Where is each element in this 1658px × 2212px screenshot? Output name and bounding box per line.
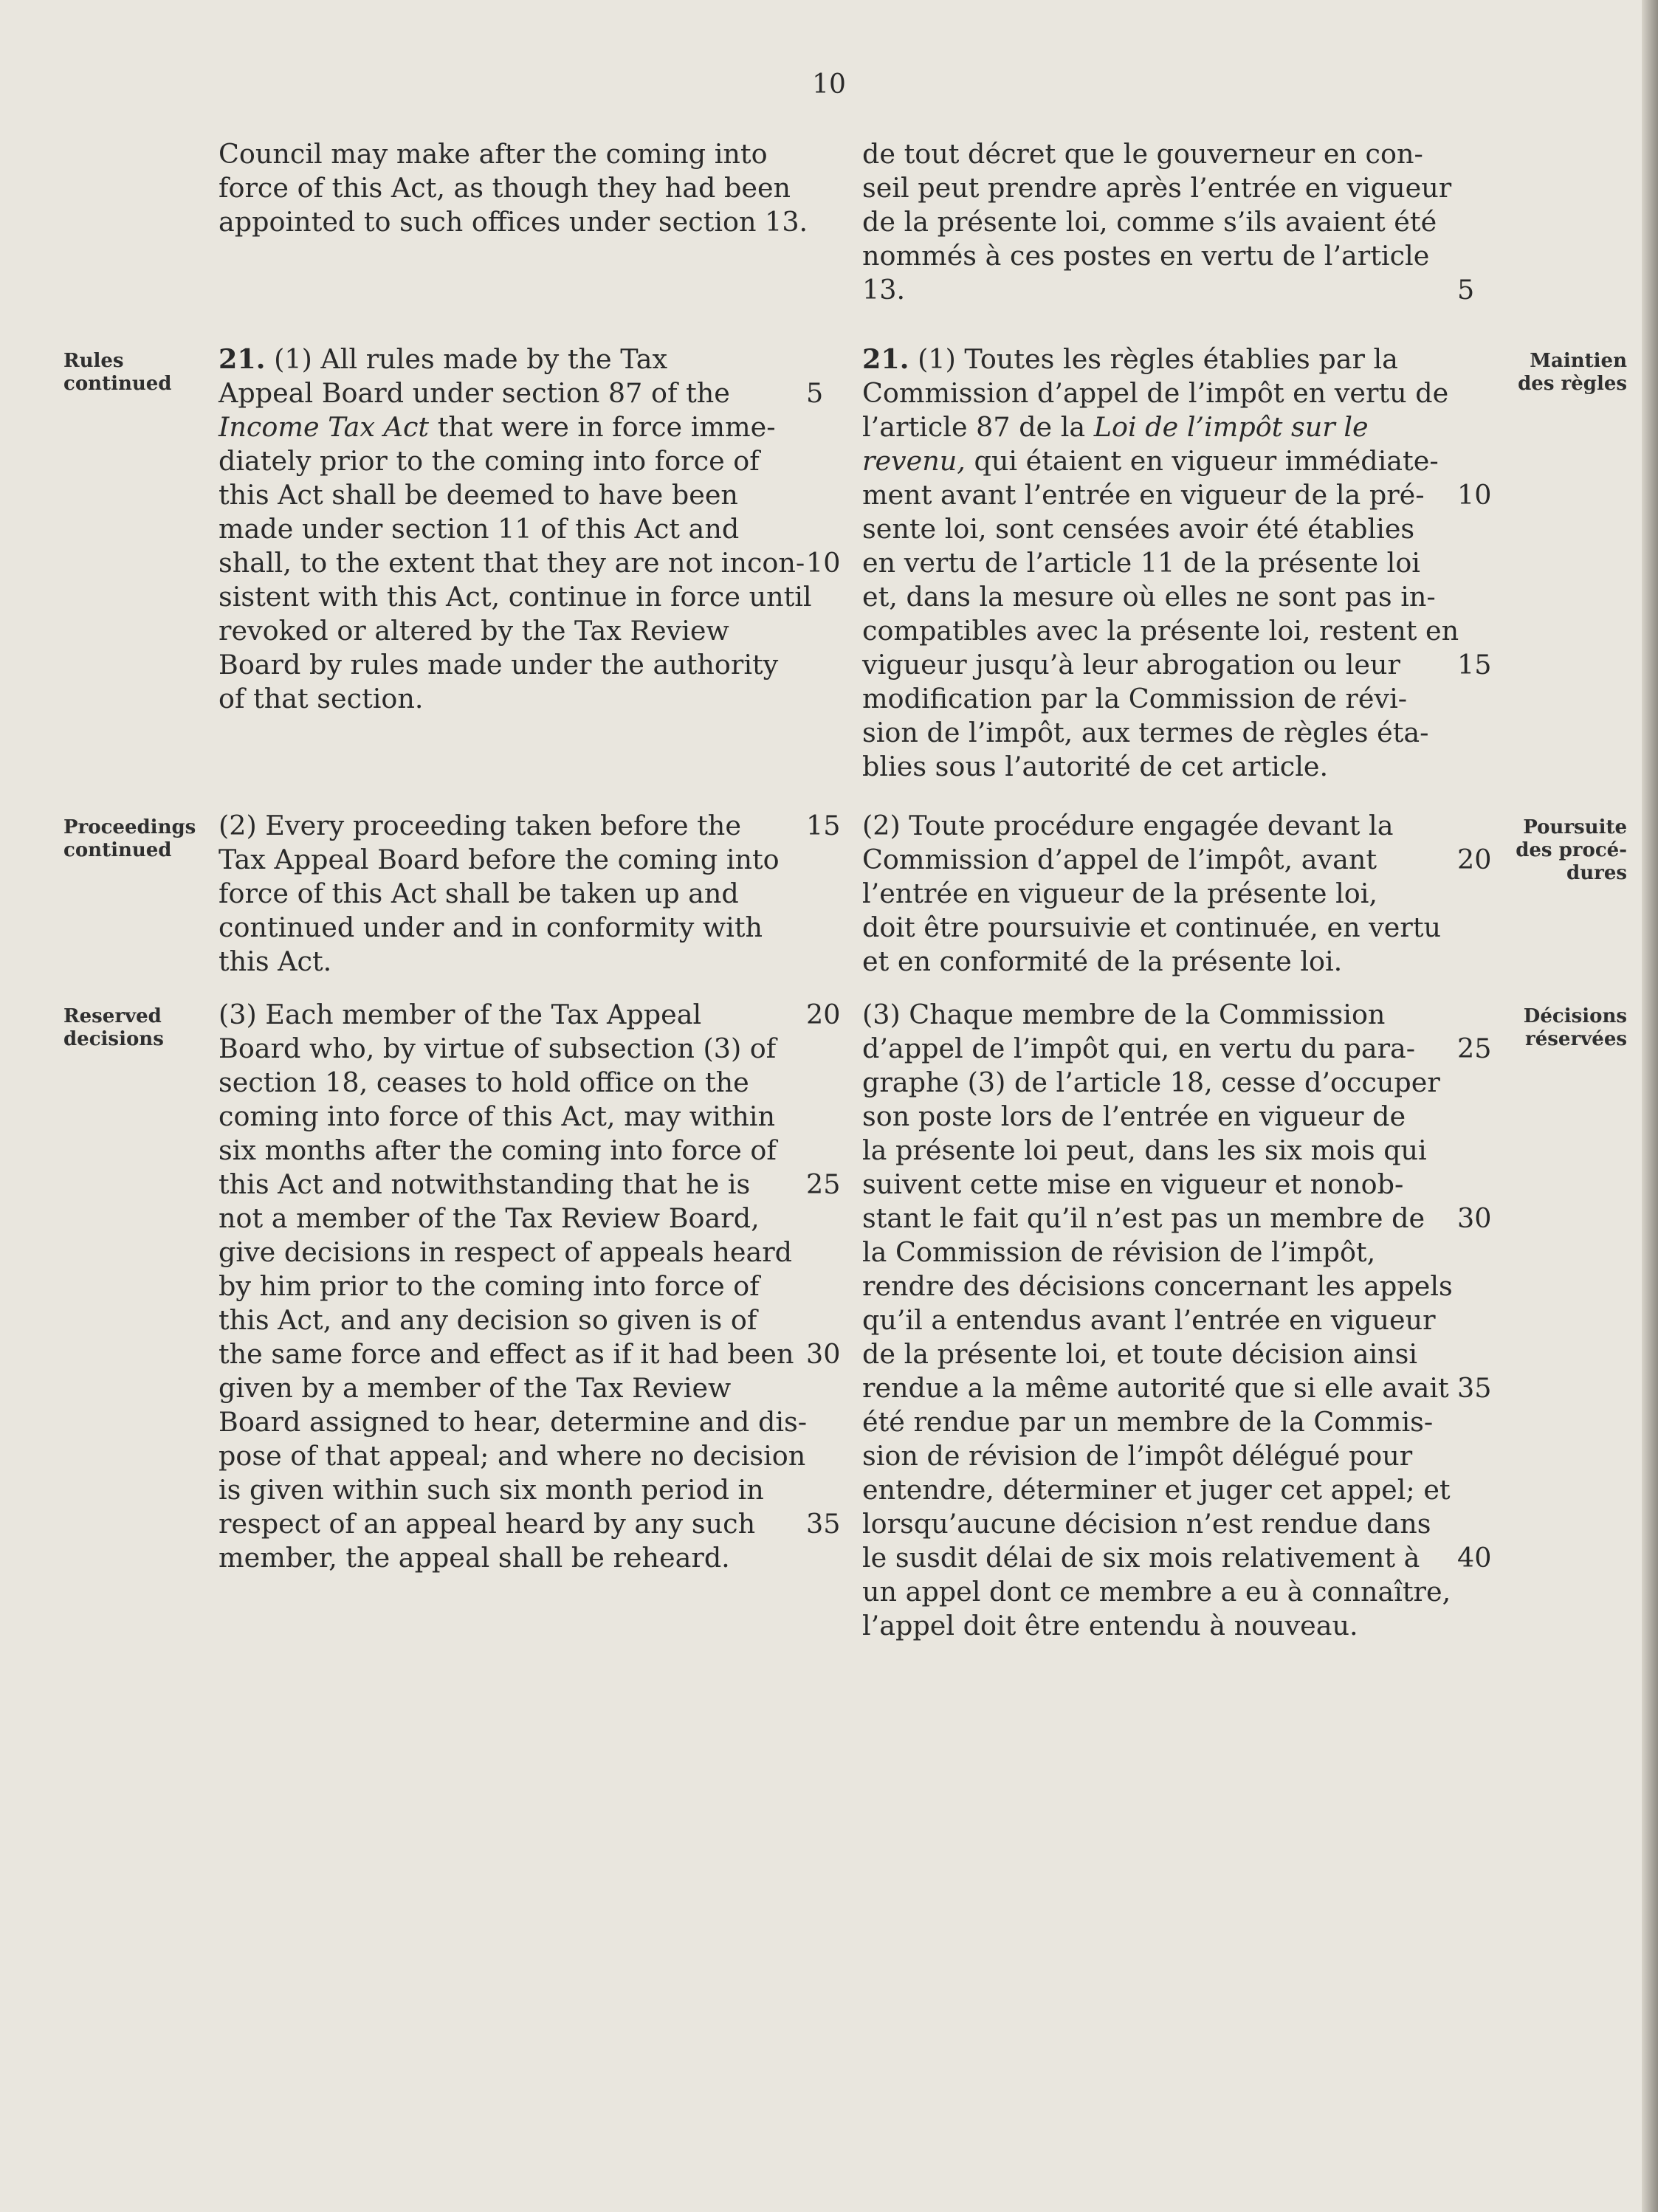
text-line: entendre, déterminer et juger cet appel; et (862, 1474, 1451, 1506)
text-line: Council may make after the coming into (219, 138, 768, 170)
note-line: decisions (63, 1028, 164, 1050)
text-line: l’appel doit être entendu à nouveau. (862, 1610, 1358, 1641)
text-line: (2) Toute procédure engagée devant la (862, 810, 1394, 841)
act-title: Income Tax Act (219, 411, 430, 443)
section-21-3-english (219, 998, 809, 1575)
line-number: 5 (806, 377, 824, 409)
text-line: coming into force of this Act, may within (219, 1100, 775, 1132)
text-line: et en conformité de la présente loi. (862, 945, 1343, 977)
text-line: été rendue par un membre de la Commis- (862, 1406, 1434, 1438)
text-line: sion de révision de l’impôt délégué pour (862, 1440, 1413, 1472)
text-line: l’entrée en vigueur de la présente loi, (862, 878, 1377, 909)
text-line: le susdit délai de six mois relativement à (862, 1542, 1420, 1574)
text-line: revenu, qui étaient en vigueur immédiate- (862, 445, 1439, 477)
note-line: Reserved (63, 1005, 162, 1027)
marginal-note-reserved-decisions (63, 1005, 211, 1051)
text-line: de la présente loi, et toute décision ainsi (862, 1338, 1418, 1370)
text-line: not a member of the Tax Review Board, (219, 1202, 760, 1234)
text-line: Board by rules made under the authority (219, 649, 779, 681)
text-line: Board assigned to hear, determine and dis- (219, 1406, 808, 1438)
text-line: Commission d’appel de l’impôt, avant (862, 844, 1377, 875)
note-line: réservées (1525, 1028, 1627, 1050)
text-line: nommés à ces postes en vertu de l’article (862, 240, 1430, 272)
line-number: 20 (806, 999, 841, 1030)
text-line: d’appel de l’impôt qui, en vertu du para- (862, 1033, 1416, 1064)
text-line: lorsqu’aucune décision n’est rendue dans (862, 1508, 1431, 1540)
text-line: Tax Appeal Board before the coming into (219, 844, 780, 875)
text-line: diately prior to the coming into force of (219, 445, 760, 477)
text-line: Appeal Board under section 87 of the (219, 377, 730, 409)
text-line: 21. (1) Toutes les règles établies par la (862, 343, 1398, 375)
text-line: seil peut prendre après l’entrée en vigueur (862, 172, 1452, 204)
note-line: Poursuite (1523, 816, 1627, 838)
line-number: 10 (1457, 479, 1492, 511)
text-line: de tout décret que le gouverneur en con- (862, 138, 1423, 170)
text-line: the same force and effect as if it had been (219, 1338, 794, 1370)
line-number: 25 (1457, 1033, 1492, 1064)
section-21-3-french (862, 998, 1453, 1643)
marginal-note-rules-continued (63, 350, 211, 396)
text-line: (3) Each member of the Tax Appeal (219, 999, 702, 1030)
line-number: 10 (806, 547, 841, 579)
text-line: section 18, ceases to hold office on the (219, 1067, 749, 1098)
text-line: 21. (1) All rules made by the Tax (219, 343, 668, 375)
text-line: (2) Every proceeding taken before the (219, 810, 741, 841)
section-21-2-english (219, 809, 809, 979)
text-line: rendre des décisions concernant les appels (862, 1270, 1453, 1302)
text-line: qu’il a entendus avant l’entrée en vigueur (862, 1304, 1436, 1336)
text-line: revoked or altered by the Tax Review (219, 615, 729, 647)
note-line: Proceedings (63, 816, 196, 838)
section-number: 21. (862, 343, 909, 375)
text-line: compatibles avec la présente loi, restent en (862, 615, 1459, 647)
text-line: (3) Chaque membre de la Commission (862, 999, 1386, 1030)
section-21-1-french (862, 342, 1459, 784)
text-line: sente loi, sont censées avoir été établies (862, 513, 1415, 545)
line-number: 5 (1457, 274, 1475, 306)
intro-french-text (862, 137, 1453, 307)
text-line: et, dans la mesure où elles ne sont pas in- (862, 581, 1436, 613)
text-line: 13. (862, 274, 906, 306)
page-edge-shadow (1642, 0, 1658, 2212)
text-line: modification par la Commission de révi- (862, 683, 1408, 714)
text-line: by him prior to the coming into force of (219, 1270, 760, 1302)
text-line: force of this Act, as though they had been (219, 172, 791, 204)
line-number: 30 (806, 1338, 841, 1370)
text-line: sistent with this Act, continue in force until (219, 581, 812, 613)
note-line: Maintien (1530, 350, 1627, 372)
text-line: made under section 11 of this Act and (219, 513, 740, 545)
text-line: shall, to the extent that they are not incon- (219, 547, 805, 579)
act-title: revenu, (862, 445, 966, 477)
line-number: 20 (1457, 844, 1492, 875)
note-line: des procé- (1516, 839, 1627, 861)
text-line: rendue a la même autorité que si elle avait (862, 1372, 1449, 1404)
line-number: 30 (1457, 1202, 1492, 1234)
text-line: Income Tax Act that were in force imme- (219, 411, 776, 443)
text-line: son poste lors de l’entrée en vigueur de (862, 1100, 1406, 1132)
text-line: Commission d’appel de l’impôt en vertu de (862, 377, 1449, 409)
text-line: give decisions in respect of appeals heard (219, 1236, 793, 1268)
note-line: Décisions (1523, 1005, 1627, 1027)
marginal-note-proceedings-continued (63, 816, 211, 862)
text-line: six months after the coming into force of (219, 1134, 777, 1166)
text-line: this Act. (219, 945, 332, 977)
text-line: ment avant l’entrée en vigueur de la pré- (862, 479, 1425, 511)
text-line: pose of that appeal; and where no decision (219, 1440, 806, 1472)
text-line: member, the appeal shall be reheard. (219, 1542, 730, 1574)
note-line: dures (1566, 862, 1627, 884)
text-line: continued under and in conformity with (219, 912, 763, 943)
text-line: stant le fait qu’il n’est pas un membre de (862, 1202, 1425, 1234)
marginal-note-maintien-des-regles (1482, 350, 1627, 396)
line-number: 25 (806, 1168, 841, 1200)
text-line: of that section. (219, 683, 424, 714)
text-line: en vertu de l’article 11 de la présente loi (862, 547, 1420, 579)
intro-english-text (219, 137, 809, 239)
text-line: is given within such six month period in (219, 1474, 764, 1506)
text-line: graphe (3) de l’article 18, cesse d’occuper (862, 1067, 1440, 1098)
line-number: 15 (1457, 649, 1492, 681)
text-line: given by a member of the Tax Review (219, 1372, 732, 1404)
text-line: this Act shall be deemed to have been (219, 479, 738, 511)
text-line: Board who, by virtue of subsection (3) of (219, 1033, 777, 1064)
page-number: 10 (812, 69, 846, 100)
text-line: un appel dont ce membre a eu à connaître, (862, 1576, 1451, 1608)
note-line: Rules (63, 350, 124, 372)
text-line: appointed to such offices under section 13. (219, 206, 808, 238)
marginal-note-decisions-reservees (1482, 1005, 1627, 1051)
section-21-1-english (219, 342, 812, 716)
text-line: la Commission de révision de l’impôt, (862, 1236, 1376, 1268)
text-line: force of this Act shall be taken up and (219, 878, 739, 909)
text-line: la présente loi peut, dans les six mois qui (862, 1134, 1427, 1166)
text-line: suivent cette mise en vigueur et nonob- (862, 1168, 1404, 1200)
text-line: de la présente loi, comme s’ils avaient été (862, 206, 1437, 238)
line-number: 40 (1457, 1542, 1492, 1574)
text-line: this Act, and any decision so given is of (219, 1304, 757, 1336)
section-number: 21. (219, 343, 266, 375)
note-line: continued (63, 373, 172, 395)
line-number: 15 (806, 810, 841, 841)
text-line: doit être poursuivie et continuée, en vertu (862, 912, 1442, 943)
section-21-2-french (862, 809, 1453, 979)
note-line: des règles (1518, 373, 1627, 395)
marginal-note-poursuite-des-procedures (1482, 816, 1627, 885)
text-line: vigueur jusqu’à leur abrogation ou leur (862, 649, 1400, 681)
line-number: 35 (806, 1508, 841, 1540)
text-line: this Act and notwithstanding that he is (219, 1168, 751, 1200)
text-line: blies sous l’autorité de cet article. (862, 751, 1329, 782)
text-line: l’article 87 de la Loi de l’impôt sur le (862, 411, 1369, 443)
act-title: Loi de l’impôt sur le (1093, 411, 1369, 443)
text-line: sion de l’impôt, aux termes de règles éta- (862, 717, 1429, 748)
text-line: respect of an appeal heard by any such (219, 1508, 756, 1540)
line-number: 35 (1457, 1372, 1492, 1404)
note-line: continued (63, 839, 172, 861)
